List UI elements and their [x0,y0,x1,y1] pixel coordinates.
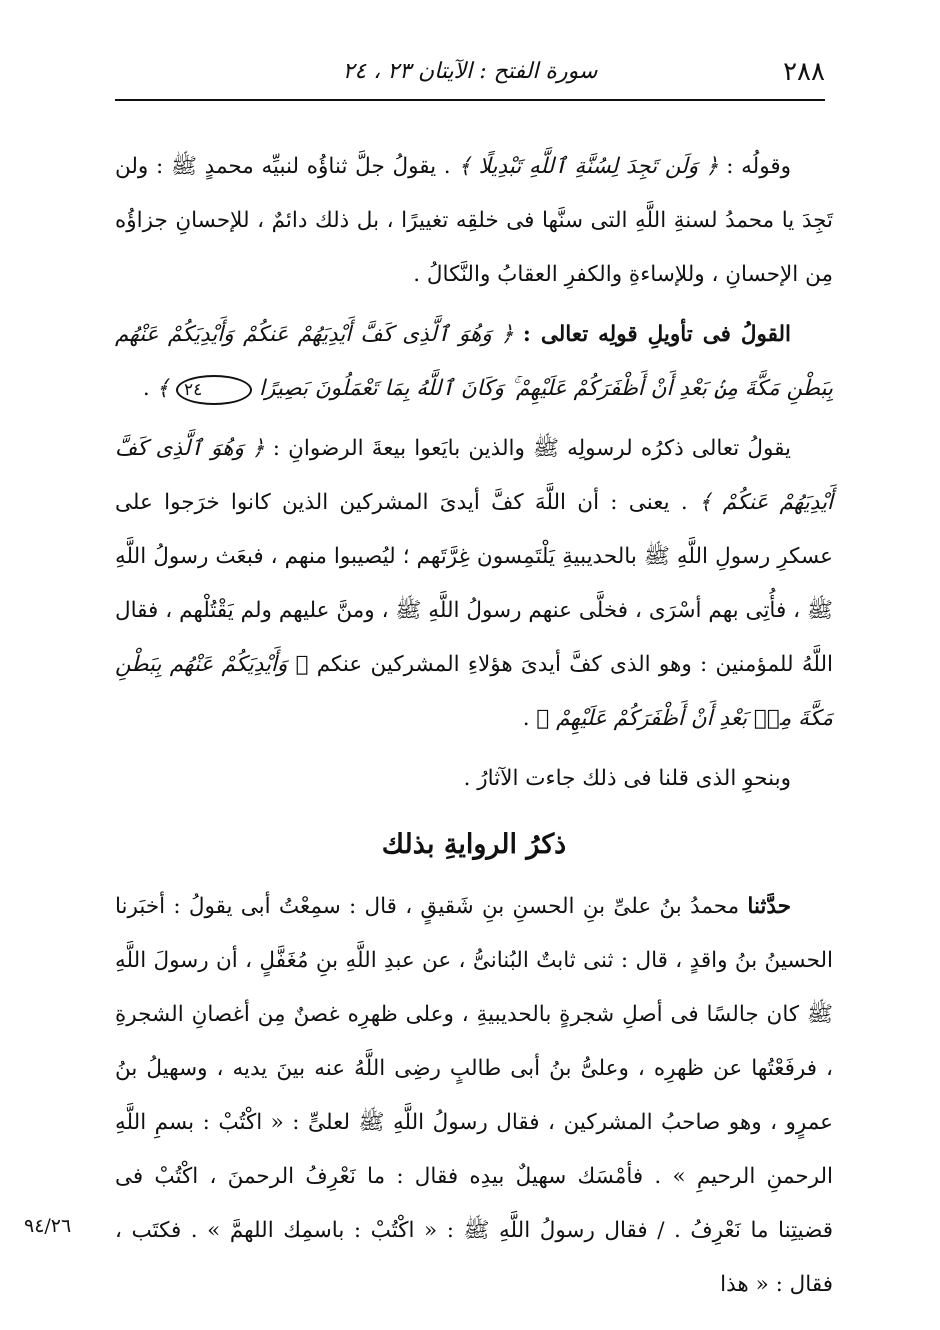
section-lead: القولُ فى تأويلِ قولِه تعالى : [522,322,792,347]
quran-quote: ﴿ وَهُوَ ٱلَّذِى كَفَّ أَيْدِيَهُمْ عَنكُمْ ﴾ [115,436,833,515]
commentary-text: . [142,376,157,401]
commentary-text: وبنحوِ الذى قلنا فى ذلك جاءت الآثارُ . [463,766,791,791]
ayah-number-badge: ٢٤ [176,375,252,405]
page-number: ٢٨٨ [783,57,825,87]
quran-quote: ﴿ وَلَن تَجِدَ لِسُنَّةِ ٱللَّهِ تَبْدِيلًا ﴾ [458,154,719,179]
commentary-text: وقولُه : [718,154,792,179]
commentary-text: . يقولُ جلَّ ثناؤُه لنبيِّه محمدٍ ﷺ : ولن تَجِدَ يا محمدُ لسنةِ اللَّهِ التى سنَّها فى خلقِه تغييرًا ، بل ذلك دائمٌ ، للإحسانِ جزاؤُه مِن الإحسانِ ، وللإساءةِ والكفرِ العقابُ والنَّكالُ . [115,154,833,287]
header-rule [115,99,825,101]
narration-paragraph [115,880,833,1312]
narration-text: محمدُ بنُ علىِّ بنِ الحسنِ بنِ شَقيقٍ ، قال : سمِعْتُ أبى يقولُ : أخبَرنا الحسينُ بنُ واقدٍ ، قال : ثنى ثابتٌ البُنانىُّ ، عن عبدِ اللَّهِ بنِ مُغَفَّلٍ ، أن رسولَ اللَّهِ ﷺ كان جالسًا فى أصلِ شجرةٍ بالحديبيةِ ، وعلى ظهرِه غصنٌ مِن أغصانِ الشجرةِ ، فرفَعْتُها عن ظهرِه ، وعلىُّ بنُ أبى طالبٍ رضِى اللَّهُ عنه بينَ يديه ، وسهيلُ بنُ عمرٍو ، وهو صاحبُ المشركين ، فقال رسولُ اللَّهِ ﷺ لعلىٍّ : « اكْتُبْ : بسمِ اللَّهِ الرحمنِ الرحيمِ » . فأمْسَك سهيلٌ بيدِه فقال : ما نَعْرِفُ الرحمنَ ، اكْتُبْ فى قضيتِنا ما نَعْرِفُ . / فقال رسولُ اللَّهِ ﷺ : « اكْتُبْ : باسمِك اللهمَّ » . فكتَب ، فقال : « هذا [115,894,833,1297]
running-title: سورة الفتح : الآيتان ٢٣ ، ٢٤ [342,59,598,84]
page-body [115,140,833,1312]
paragraph [115,308,833,416]
quran-quote: ﴿ وَهُوَ ٱلَّذِى كَفَّ أَيْدِيَهُمْ عَنكُمْ وَأَيْدِيَكُمْ عَنْهُم بِبَطْنِ مَكَّةَ مِنۢ بَعْدِ أَنْ أَظْفَرَكُمْ عَلَيْهِمْ ۚ وَكَانَ ٱللَّهُ بِمَا تَعْمَلُونَ بَصِيرًا [115,322,833,401]
quran-quote: ﴿ وَأَيْدِيَكُمْ عَنْهُم بِبَطْنِ مَكَّةَ مِنۢ بَعْدِ أَنْ أَظْفَرَكُمْ عَلَيْهِمْ ﴾ [115,652,833,731]
paragraph [115,752,833,806]
section-title: ذكرُ الروايةِ بذلك [381,829,567,860]
commentary-text: يقولُ تعالى ذكرُه لرسولِه ﷺ والذين بايَعوا بيعةَ الرضوانِ : [264,436,791,461]
commentary-text: . يعنى : أن اللَّهَ كفَّ أيدىَ المشركين الذين كانوا خرَجوا على عسكرِ رسولِ اللَّهِ ﷺ بالحديبيةِ يَلْتَمِسون غِرَّتَهم ؛ ليُصيبوا منهم ، فبعَث رسولُ اللَّهِ ﷺ ، فأُتِى بهم أسْرَى ، فخلَّى عنهم رسولُ اللَّهِ ﷺ ، ومنَّ عليهم ولم يَقْتُلْهم ، فقال اللَّهُ للمؤمنين : وهو الذى كفَّ أيدىَ هؤلاءِ المشركين عنكم [115,490,833,677]
paragraph [115,140,833,302]
page-header [115,55,825,97]
paragraph [115,422,833,746]
margin-reference: ٩٤/٢٦ [24,1215,72,1237]
narration-lead: حدَّثنا [747,894,791,919]
commentary-text: . [522,706,537,731]
quran-quote-end: ﴾ [156,376,176,401]
